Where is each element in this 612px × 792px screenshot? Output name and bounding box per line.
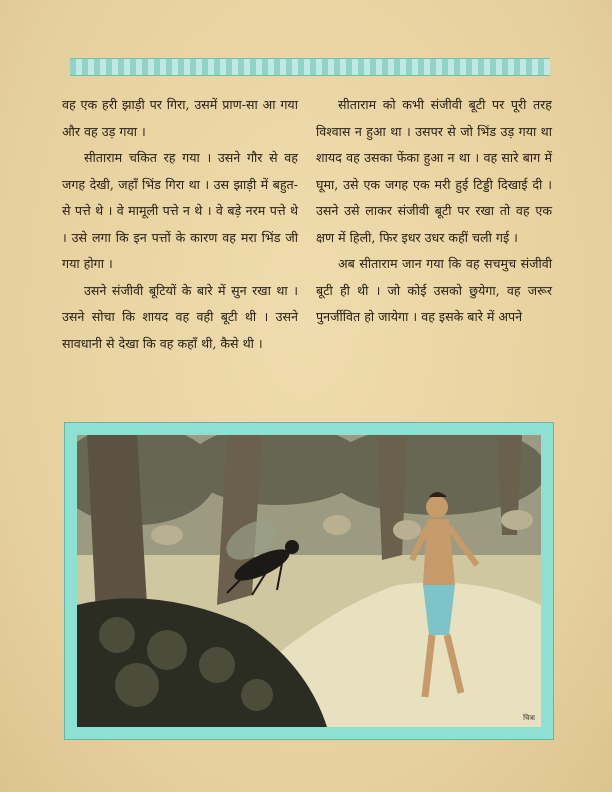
paragraph: सीताराम चकित रह गया । उसने गौर से वह जगह देखी, जहाँ भिंड गिरा था । उस झाड़ी में बहुत-से पत्ते थे । वे मामूली पत्ते न थे । वे बड़े नरम पत्ते थे । उसे लगा कि इन पत्तों के कारण वह मरा भिंड जी गया होगा । — [62, 150, 298, 271]
left-text-column — [62, 92, 298, 357]
paragraph: उसने संजीवी बूटियों के बारे में सुन रखा था । उसने सोचा कि शायद वह वही बूटी थी । उसने सावधानी से देखा कि वह कहाँ थी, कैसे थी । — [62, 282, 298, 351]
illustration — [77, 435, 541, 727]
illustration-frame — [64, 422, 554, 740]
artist-signature: चित्रा — [523, 714, 535, 722]
paragraph: वह एक हरी झाड़ी पर गिरा, उसमें प्राण-सा आ गया और वह उड़ गया । — [62, 97, 298, 139]
paragraph: अब सीताराम जान गया कि वह सचमुच संजीवी बूटी ही थी । जो कोई उसको छुयेगा, वह जरूर पुनर्जीवित हो जायेगा । वह इसके बारे में अपने — [316, 256, 552, 324]
forest-scene-image — [77, 435, 541, 727]
decorative-border — [70, 58, 550, 76]
paragraph: सीताराम को कभी संजीवी बूटी पर पूरी तरह विश्वास न हुआ था । उसपर से जो भिंड उड़ गया था शायद वह उसका फेंका हुआ न था । वह सारे बाग में घूमा, उसे एक जगह एक मरी हुई टिड्डी दिखाई दी । उसने उसे लाकर संजीवी बूटी पर रखा तो वह एक क्षण में हिली, फिर इधर उधर कहीं चली गई । — [316, 97, 552, 245]
right-text-column — [316, 92, 552, 331]
